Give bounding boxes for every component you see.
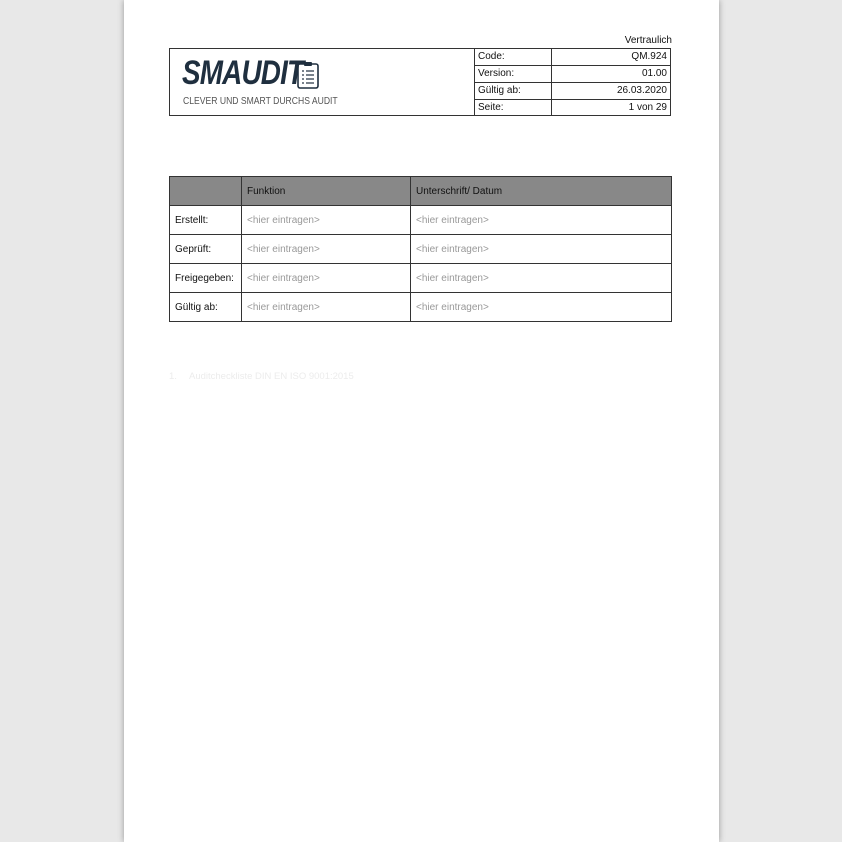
clipboard-icon — [297, 61, 319, 89]
document-meta — [475, 49, 670, 115]
document-page — [124, 0, 719, 842]
meta-value: 01.00 — [641, 68, 667, 79]
unterschrift-field[interactable]: <hier eintragen> — [411, 293, 672, 322]
meta-value: QM.924 — [631, 51, 667, 62]
table-row — [170, 206, 672, 235]
confidential-label: Vertraulich — [624, 35, 672, 46]
funktion-field[interactable]: <hier eintragen> — [242, 206, 411, 235]
header-empty — [170, 177, 242, 206]
header-unterschrift: Unterschrift/ Datum — [411, 177, 672, 206]
toc-entry[interactable] — [169, 371, 354, 382]
toc-number: 1. — [169, 371, 177, 382]
meta-key: Version: — [475, 66, 552, 82]
meta-key: Seite: — [475, 100, 552, 116]
meta-value: 26.03.2020 — [616, 85, 667, 96]
document-header — [169, 48, 671, 116]
header-funktion: Funktion — [242, 177, 411, 206]
table-row — [170, 264, 672, 293]
row-label: Gültig ab: — [170, 293, 242, 322]
logo-name: SMAUDIT — [182, 54, 304, 92]
unterschrift-field[interactable]: <hier eintragen> — [411, 206, 672, 235]
logo-tagline: CLEVER UND SMART DURCHS AUDIT — [183, 95, 338, 107]
row-label: Erstellt: — [170, 206, 242, 235]
funktion-field[interactable]: <hier eintragen> — [242, 264, 411, 293]
unterschrift-field[interactable]: <hier eintragen> — [411, 235, 672, 264]
toc-title: Auditcheckliste DIN EN ISO 9001:2015 — [189, 371, 354, 382]
funktion-field[interactable]: <hier eintragen> — [242, 293, 411, 322]
meta-value: 1 von 29 — [628, 102, 667, 113]
meta-row-page — [475, 100, 670, 116]
approval-table — [169, 176, 672, 322]
unterschrift-field[interactable]: <hier eintragen> — [411, 264, 672, 293]
meta-key: Gültig ab: — [475, 83, 552, 99]
meta-key: Code: — [475, 49, 552, 65]
meta-row-code — [475, 49, 670, 66]
funktion-field[interactable]: <hier eintragen> — [242, 235, 411, 264]
table-row — [170, 235, 672, 264]
meta-row-valid-from — [475, 83, 670, 100]
meta-row-version — [475, 66, 670, 83]
table-row — [170, 293, 672, 322]
row-label: Geprüft: — [170, 235, 242, 264]
logo — [170, 49, 475, 115]
row-label: Freigegeben: — [170, 264, 242, 293]
approval-header-row — [170, 177, 672, 206]
